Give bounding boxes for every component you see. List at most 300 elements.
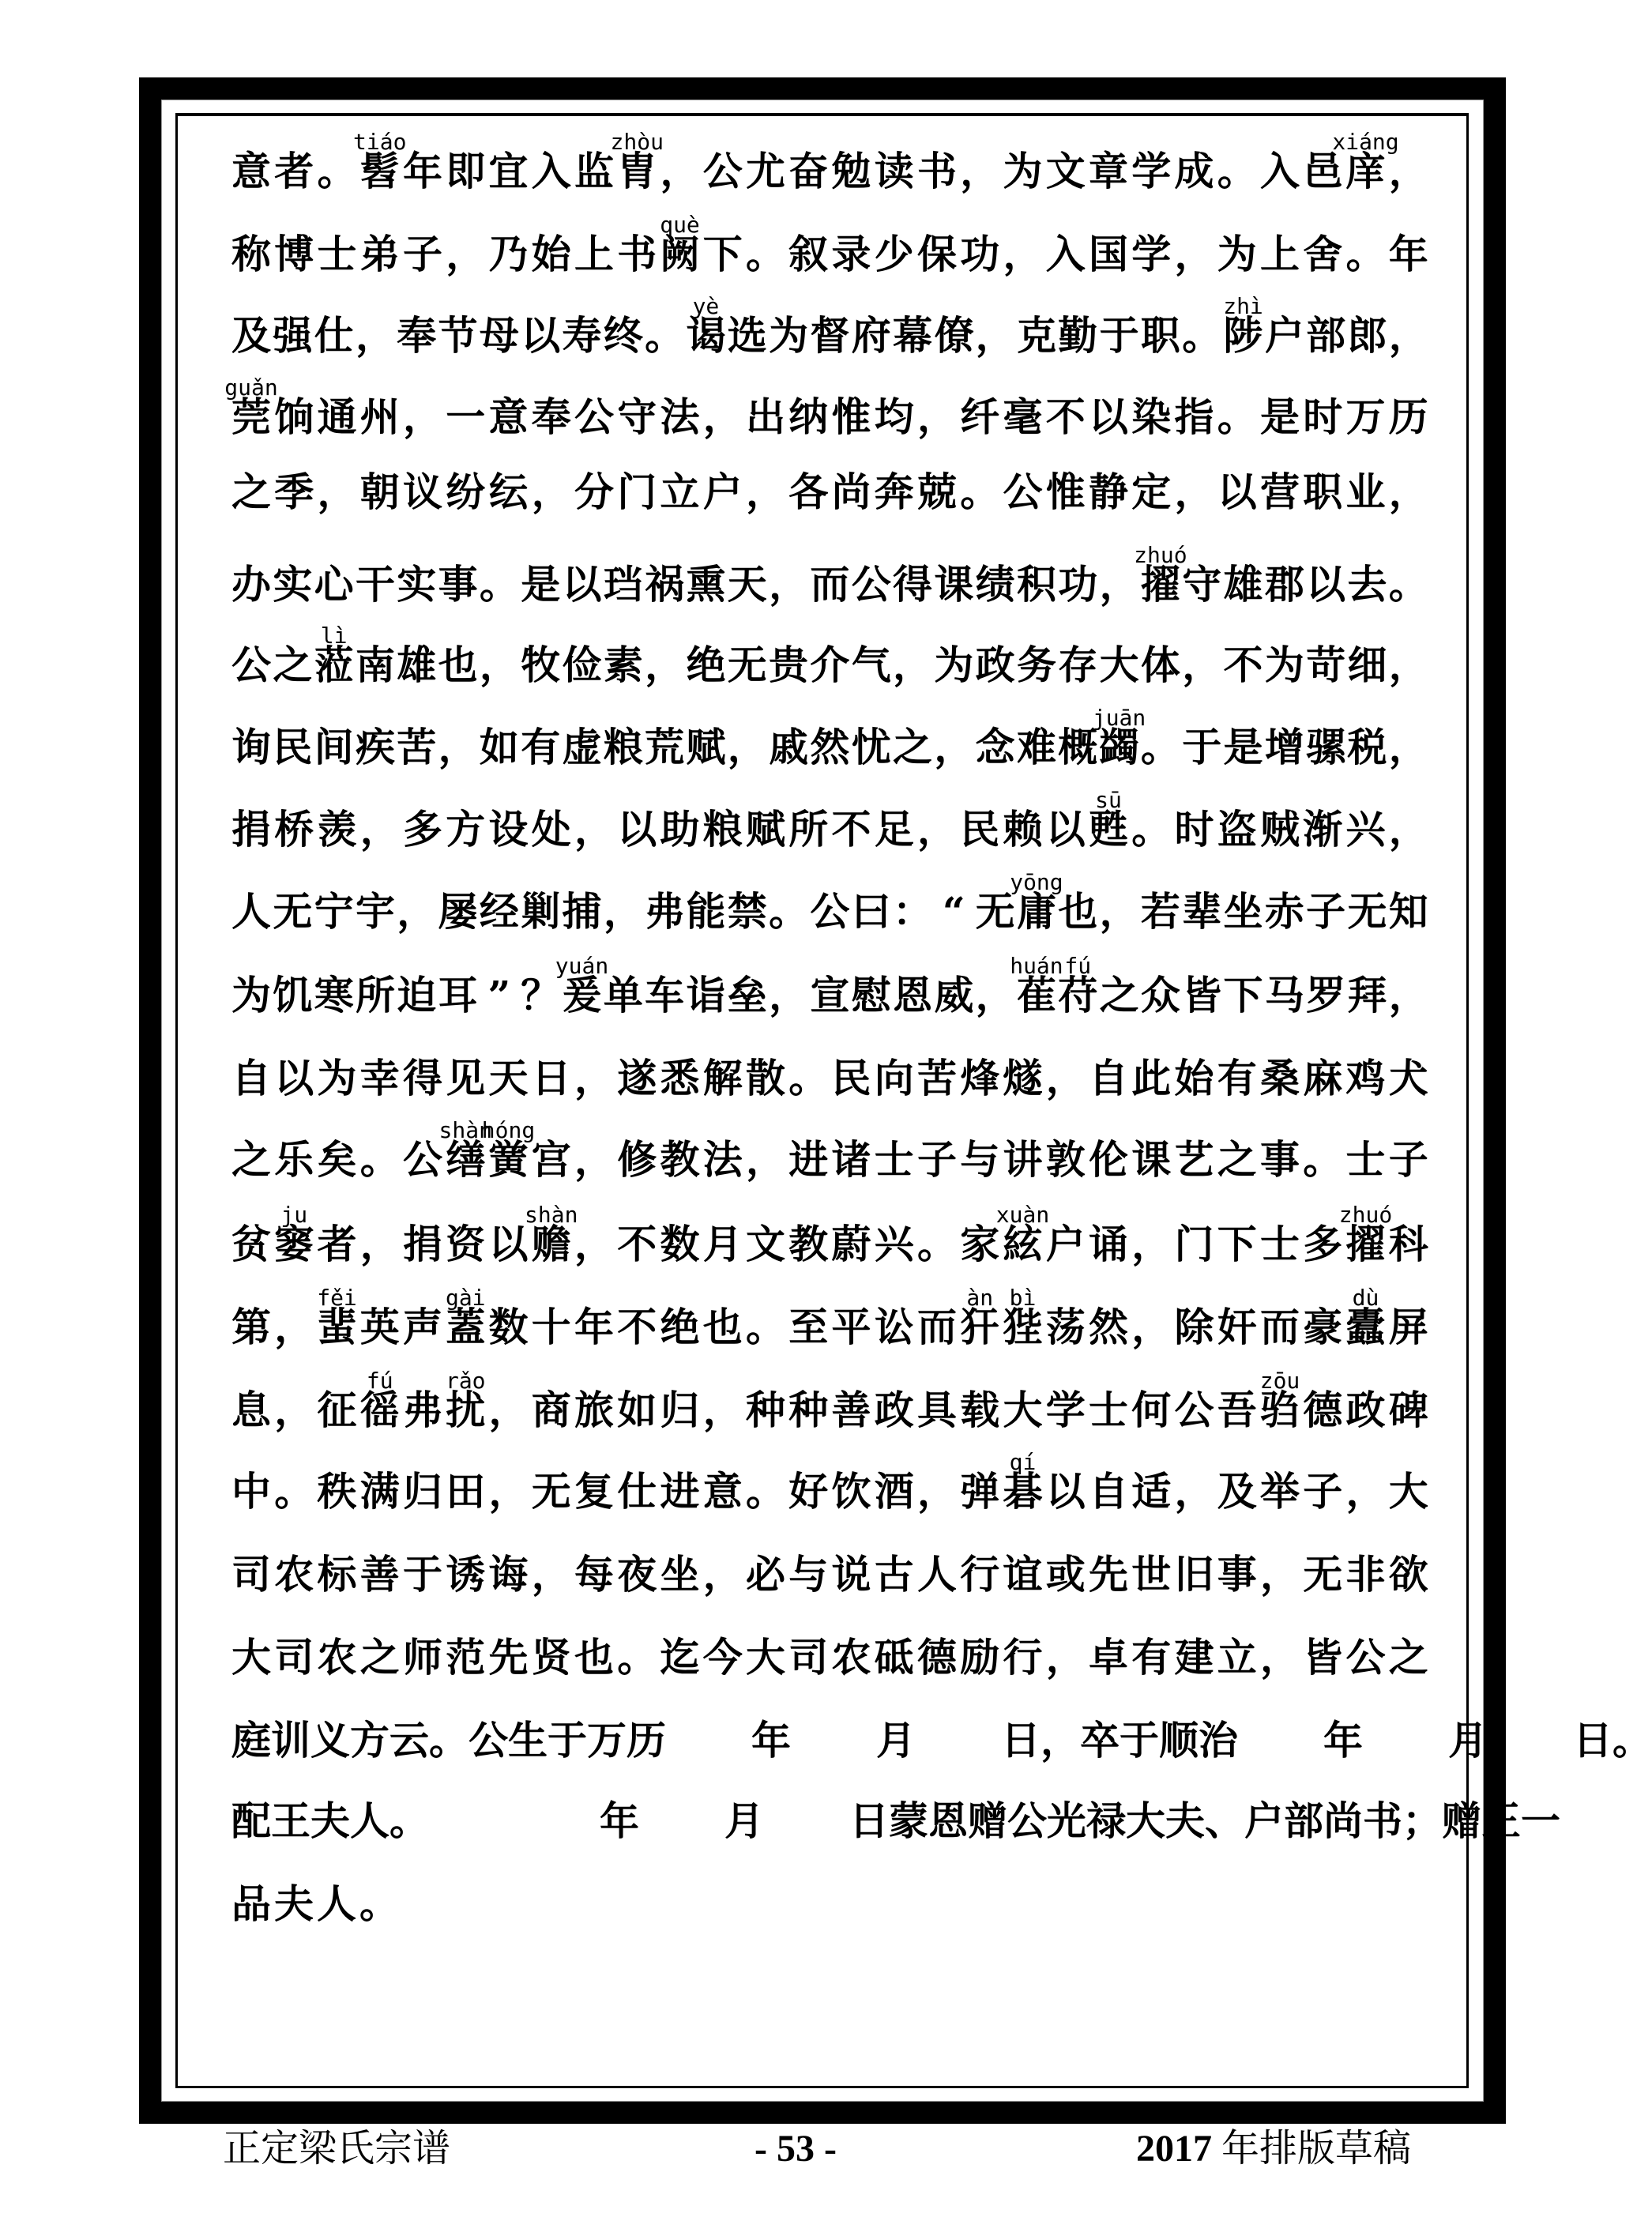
text-char: 法 (702, 1136, 743, 1183)
text-char: ， (1388, 469, 1428, 515)
text-char: ， (1388, 972, 1428, 1018)
text-char: 学 (1045, 1387, 1086, 1433)
text-char: 幸 (359, 1055, 400, 1101)
text-char: 。 (359, 1136, 400, 1183)
text-char: ， (1131, 1304, 1172, 1350)
text-line (231, 1285, 1428, 1351)
pinyin-annotation: yè (692, 293, 720, 319)
text-char: 大 (1099, 642, 1139, 688)
text-char: 。 (389, 1797, 429, 1844)
text-char: 然 (1089, 1304, 1128, 1350)
text-char: 善 (831, 1387, 871, 1433)
text-char: 中 (231, 1468, 271, 1515)
text-char: 禁 (727, 888, 767, 935)
text-char: 英 (359, 1304, 400, 1350)
text-char: 增 (1264, 724, 1304, 770)
annotated-char: 擢 zhuó (1338, 1202, 1393, 1267)
text-char: 。 (1217, 148, 1257, 194)
text-char: 尚 (831, 469, 871, 515)
text-char: ， (531, 469, 571, 515)
text-line (231, 1551, 1428, 1598)
text-char: 无 (1303, 1551, 1343, 1598)
text-char: 学 (1131, 231, 1172, 277)
text-char: 贵 (769, 642, 809, 688)
text-char: 如 (617, 1387, 657, 1433)
text-char: ， (359, 806, 400, 853)
text-char: 月 (1448, 1717, 1488, 1763)
text-char: 子 (1306, 888, 1346, 935)
text-char: 去 (1347, 561, 1387, 608)
text-char: 师 (403, 1634, 442, 1681)
text-char: 祸 (645, 561, 685, 608)
text-char: 农 (274, 1551, 314, 1598)
text-char: 不 (617, 1304, 657, 1350)
annotated-char: 弗 (403, 1387, 442, 1433)
text-char: ， (1131, 1221, 1172, 1267)
text-char: 入 (1045, 231, 1086, 277)
text-char: 不 (617, 1221, 657, 1267)
text-char: 勉 (831, 148, 871, 194)
text-line (231, 1717, 1652, 1764)
text-char: 入 (531, 148, 571, 194)
text-char: 上 (1260, 231, 1300, 277)
text-char: 举 (1260, 1468, 1300, 1515)
text-char: 绩 (975, 561, 1015, 608)
text-char: 为 (317, 1055, 357, 1101)
text-char: 士 (1260, 1221, 1300, 1267)
text-char (764, 1797, 849, 1845)
text-char: 不 (1045, 393, 1086, 440)
text-char: 以 (1306, 561, 1346, 608)
text-char: 户 (1264, 312, 1304, 359)
text-char: 少 (874, 231, 914, 277)
text-char: 司 (274, 1634, 314, 1681)
text-char: 兴 (874, 1221, 914, 1267)
text-char: 数 (488, 1304, 529, 1350)
text-char: 选 (727, 312, 767, 359)
text-char: ， (917, 806, 957, 853)
text-char: 虚 (562, 724, 602, 770)
text-char: 谊 (1003, 1551, 1043, 1598)
text-char: 。 (917, 1221, 957, 1267)
text-char: 所 (788, 806, 829, 853)
text-char: 书 (1363, 1797, 1402, 1844)
pinyin-annotation: lì (320, 623, 348, 649)
text-char (514, 1797, 600, 1845)
text-char: 桑 (1260, 1055, 1300, 1101)
text-char: 自 (1089, 1055, 1128, 1101)
text-char: 宇 (355, 888, 395, 935)
text-char: 邑 (1303, 148, 1343, 194)
text-char: ， (403, 393, 442, 440)
text-char: 间 (314, 724, 354, 770)
text-line (231, 293, 1428, 359)
text-char: ， (1260, 1634, 1300, 1681)
text-char: 子 (1303, 1468, 1343, 1515)
pinyin-annotation: tiáo (353, 129, 407, 155)
text-char: 定 (1131, 469, 1172, 515)
text-char: 得 (893, 561, 932, 608)
text-char: 守 (1182, 561, 1222, 608)
text-char: 赠 (1442, 1797, 1481, 1844)
text-char: 。 (317, 148, 357, 194)
text-char: ， (574, 1136, 614, 1183)
text-char: 纷 (446, 469, 486, 515)
text-char: 郎 (1347, 312, 1387, 359)
text-char: 事 (438, 561, 478, 608)
text-char: 部 (1284, 1797, 1323, 1844)
text-char: ， (1345, 1468, 1386, 1515)
text-char: 子 (1388, 1136, 1428, 1183)
text-char: 经 (479, 888, 519, 935)
footer-draft-note (1136, 2125, 1411, 2173)
text-char: 坐 (660, 1551, 700, 1598)
text-char: 行 (1003, 1634, 1043, 1681)
text-line (231, 1634, 1428, 1681)
text-char: ， (1388, 642, 1428, 688)
text-char: “ (942, 888, 965, 935)
text-char: 即 (446, 148, 486, 194)
text-char: 单 (603, 972, 643, 1018)
text-char: 税 (1347, 724, 1387, 770)
text-char: 章 (1089, 148, 1128, 194)
text-char: 方 (446, 806, 486, 853)
text-char: 是 (521, 561, 561, 608)
text-char: 忧 (851, 724, 891, 770)
text-char: 建 (1174, 1634, 1214, 1681)
text-char: 俭 (562, 642, 602, 688)
text-char: 季 (274, 469, 314, 515)
text-char: 皆 (1303, 1634, 1343, 1681)
text-char: 蒙 (889, 1797, 928, 1844)
text-line (231, 1880, 1428, 1928)
text-char: 征 (317, 1387, 357, 1433)
text-char: 历 (627, 1717, 666, 1763)
text-char: 积 (1016, 561, 1056, 608)
text-char: 无 (975, 888, 1015, 935)
text-char: 捐 (231, 806, 271, 853)
text-char: 为 (1217, 231, 1257, 277)
text-char: 方 (350, 1717, 389, 1763)
text-char: 实 (397, 561, 437, 608)
text-char: 戚 (769, 724, 809, 770)
text-char: 众 (1140, 972, 1180, 1018)
pinyin-annotation: àn (966, 1285, 994, 1311)
text-char (1363, 1717, 1448, 1764)
text-char: 辈 (1182, 888, 1222, 935)
text-char: 义 (310, 1717, 350, 1763)
text-char: 书 (917, 148, 957, 194)
text-char: 矣 (317, 1136, 357, 1183)
text-char: 而 (810, 561, 850, 608)
annotated-char: 庸 yōng (1010, 869, 1063, 935)
annotated-char: 扰 rǎo (445, 1368, 486, 1433)
annotated-char: 胄 zhòu (610, 129, 664, 194)
text-char: 户 (1244, 1797, 1284, 1844)
text-char: ， (488, 1387, 529, 1433)
annotated-char: 阙 què (660, 212, 700, 277)
text-char: 耳 (438, 972, 478, 1018)
text-char: 粮 (603, 724, 643, 770)
text-char: 具 (917, 1387, 957, 1433)
text-char: 年 (403, 148, 442, 194)
text-char: 之 (1217, 1136, 1257, 1183)
annotated-char: 犴 àn (960, 1285, 1000, 1350)
pinyin-annotation: huán (1010, 953, 1063, 979)
text-char: ， (1260, 1551, 1300, 1598)
text-char: 士 (874, 1136, 914, 1183)
text-char: 资 (446, 1221, 486, 1267)
text-char (1488, 1717, 1573, 1764)
text-char: 府 (851, 312, 891, 359)
text-char: 门 (617, 469, 657, 515)
text-char: 夫 (274, 1880, 314, 1927)
text-char: 足 (874, 806, 914, 853)
annotated-char: 蓋 gài (445, 1285, 486, 1350)
text-char: 以 (274, 1055, 314, 1101)
text-char: 政 (1345, 1387, 1386, 1433)
text-char: 意 (231, 148, 271, 194)
annotated-char: 驺 zōu (1259, 1368, 1300, 1433)
text-char: 士 (317, 231, 357, 277)
text-char: 适 (1131, 1468, 1172, 1515)
text-char: 始 (1174, 1055, 1214, 1101)
text-char: 实 (273, 561, 313, 608)
text-char: 于 (1099, 312, 1139, 359)
text-char: 夫 (310, 1797, 350, 1844)
text-char: 归 (660, 1387, 700, 1433)
text-char: 息 (231, 1387, 271, 1433)
text-char: 郡 (1264, 561, 1304, 608)
text-char: 指 (1174, 393, 1214, 440)
text-char: 赤 (1264, 888, 1304, 935)
text-char: 屏 (1388, 1304, 1428, 1350)
text-char: ， (975, 972, 1015, 1018)
text-char: 也 (574, 1634, 614, 1681)
text-char: 科 (1388, 1221, 1428, 1267)
text-char: 人 (317, 1880, 356, 1927)
text-char: 欲 (1388, 1551, 1428, 1598)
pinyin-annotation: fú (1064, 953, 1092, 979)
text-char: 骡 (1306, 724, 1346, 770)
text-char: 弹 (960, 1468, 1000, 1515)
text-char: 自 (231, 1055, 271, 1101)
text-char: 惟 (1045, 469, 1086, 515)
footer-year: 2017 (1136, 2128, 1212, 2170)
text-char: 乃 (488, 231, 529, 277)
text-char: 每 (574, 1551, 614, 1598)
text-char: 之 (893, 724, 932, 770)
text-char: 寿 (562, 312, 602, 359)
text-char: 万 (1345, 393, 1386, 440)
text-char: 坐 (1223, 888, 1263, 935)
text-char: 渐 (1303, 806, 1343, 853)
text-char: 州 (359, 393, 400, 440)
text-char: 剿 (521, 888, 561, 935)
text-char: 惟 (831, 393, 871, 440)
text-char: 有 (521, 724, 561, 770)
text-char: 曰 (851, 888, 891, 935)
text-char: 以 (562, 561, 602, 608)
pinyin-annotation: hóng (481, 1117, 536, 1143)
text-char: 户 (702, 469, 743, 515)
text-char: 贼 (1260, 806, 1300, 853)
text-char: 事 (1217, 1551, 1257, 1598)
text-char: 奔 (874, 469, 914, 515)
text-char: 禄 (1086, 1797, 1126, 1844)
text-char: 种 (788, 1387, 829, 1433)
annotated-char: 蒞 lì (314, 623, 354, 688)
text-char: 寒 (314, 972, 354, 1018)
text-char: 绝 (686, 642, 726, 688)
text-char: 奋 (788, 148, 829, 194)
text-line (231, 1117, 1428, 1184)
annotated-char: 窭 ju (274, 1202, 314, 1267)
text-char: 公 (403, 1136, 442, 1183)
text-char: 家 (960, 1221, 1000, 1267)
text-char: 念 (975, 724, 1015, 770)
text-char: 日 (531, 1055, 571, 1101)
text-char: 与 (788, 1551, 829, 1598)
text-char: 立 (1217, 1634, 1257, 1681)
text-char: 以 (1045, 806, 1086, 853)
text-char: 成 (1174, 148, 1214, 194)
text-char: 于 (1120, 1717, 1159, 1763)
text-line (224, 375, 1428, 441)
text-char: 母 (479, 312, 519, 359)
text-char: 公 (574, 393, 614, 440)
text-char: 人 (350, 1797, 389, 1844)
text-char: 门 (1174, 1221, 1214, 1267)
text-char: 南 (355, 642, 395, 688)
text-char: 诲 (488, 1551, 529, 1598)
pinyin-annotation: shàn (438, 1117, 492, 1143)
text-char: 也 (702, 1304, 743, 1350)
text-char: 光 (1047, 1797, 1086, 1844)
text-char: 农 (317, 1634, 357, 1681)
text-char: 以 (1045, 1468, 1086, 1515)
text-char: 而 (917, 1304, 957, 1350)
text-char: 功 (960, 231, 1000, 277)
text-char: 一 (1521, 1797, 1560, 1844)
text-char: 吾 (1217, 1387, 1257, 1433)
text-char: 。 (769, 888, 809, 935)
text-char: 尚 (1323, 1797, 1363, 1844)
text-char: 何 (1131, 1387, 1172, 1433)
text-char: 及 (231, 312, 271, 359)
text-char: 声 (403, 1304, 442, 1350)
text-char: 进 (660, 1468, 700, 1515)
text-char: 强 (273, 312, 313, 359)
text-char: 配 (231, 1797, 271, 1844)
text-char: 数 (660, 1221, 700, 1267)
text-char: 车 (645, 972, 685, 1018)
text-char: 治 (1199, 1717, 1238, 1763)
text-char: 励 (960, 1634, 1000, 1681)
pinyin-annotation: fěi (317, 1285, 357, 1311)
text-char: 除 (1174, 1304, 1214, 1350)
pinyin-annotation: rǎo (445, 1368, 486, 1394)
annotated-char: 碁 qí (1003, 1449, 1043, 1515)
text-char: ， (1174, 469, 1214, 515)
text-char: 艺 (1174, 1136, 1214, 1183)
text-char: 政 (975, 642, 1015, 688)
footer-book-title: 正定梁氏宗谱 (223, 2128, 451, 2170)
pinyin-annotation: xuàn (995, 1202, 1050, 1228)
annotated-char: 谒 yè (686, 293, 726, 359)
text-char: 仕 (314, 312, 354, 359)
text-char: 卒 (1080, 1717, 1120, 1763)
text-char: 。 (1217, 393, 1257, 440)
text-char: ， (746, 1136, 785, 1183)
text-char: 必 (746, 1551, 785, 1598)
text-char: 奸 (1217, 1304, 1257, 1350)
text-char: 弗 (645, 888, 685, 935)
text-char: 文 (1045, 148, 1086, 194)
text-char: 垒 (727, 972, 767, 1018)
text-char: ， (769, 561, 809, 608)
text-char: 饮 (831, 1468, 871, 1515)
text-char: 碑 (1388, 1387, 1428, 1433)
annotated-char: 甦 sū (1089, 787, 1128, 853)
text-char: ， (1388, 312, 1428, 359)
text-char: 赋 (686, 724, 726, 770)
text-char: 今 (702, 1634, 743, 1681)
text-char: 天 (727, 561, 767, 608)
text-char: 静 (1089, 469, 1128, 515)
text-char (916, 1717, 1001, 1764)
text-char: 奉 (397, 312, 437, 359)
text-char: 。 (479, 561, 519, 608)
text-char: 好 (788, 1468, 829, 1515)
annotated-char: 蜚 fěi (317, 1285, 357, 1350)
text-char: 一 (446, 393, 486, 440)
annotated-char: 缮 shàn (438, 1117, 492, 1183)
text-char: 均 (874, 393, 914, 440)
text-char: 染 (1131, 393, 1172, 440)
text-char: 向 (874, 1055, 914, 1101)
pinyin-annotation: zōu (1259, 1368, 1300, 1394)
text-char: 大 (1388, 1468, 1428, 1515)
text-char: 克 (1016, 312, 1056, 359)
text-char: ， (917, 393, 957, 440)
text-char: 修 (617, 1136, 657, 1183)
text-char: 不 (1223, 642, 1263, 688)
text-char: 大 (231, 1634, 271, 1681)
text-char: 王 (1481, 1797, 1521, 1844)
text-char: 恩 (893, 972, 932, 1018)
text-char: 。 (1140, 724, 1180, 770)
text-char: 然 (810, 724, 850, 770)
text-char: 标 (317, 1551, 357, 1598)
text-char (1238, 1717, 1323, 1764)
text-char: 书 (617, 231, 657, 277)
text-char: 年 (600, 1797, 639, 1844)
text-char: 业 (1345, 469, 1386, 515)
text-char: 诵 (1089, 1221, 1128, 1267)
pinyin-annotation: juān (1092, 705, 1146, 731)
annotated-char: 黉 hóng (481, 1117, 536, 1183)
text-char: 公 (1345, 1634, 1386, 1681)
text-char: 僚 (934, 312, 974, 359)
text-char: 屡 (438, 888, 478, 935)
text-char: 年 (574, 1304, 614, 1350)
text-char: ， (438, 724, 478, 770)
pinyin-annotation: zhòu (610, 129, 664, 155)
text-char: 存 (1058, 642, 1098, 688)
text-char: 讲 (1003, 1136, 1043, 1183)
text-char: 讼 (874, 1304, 914, 1350)
